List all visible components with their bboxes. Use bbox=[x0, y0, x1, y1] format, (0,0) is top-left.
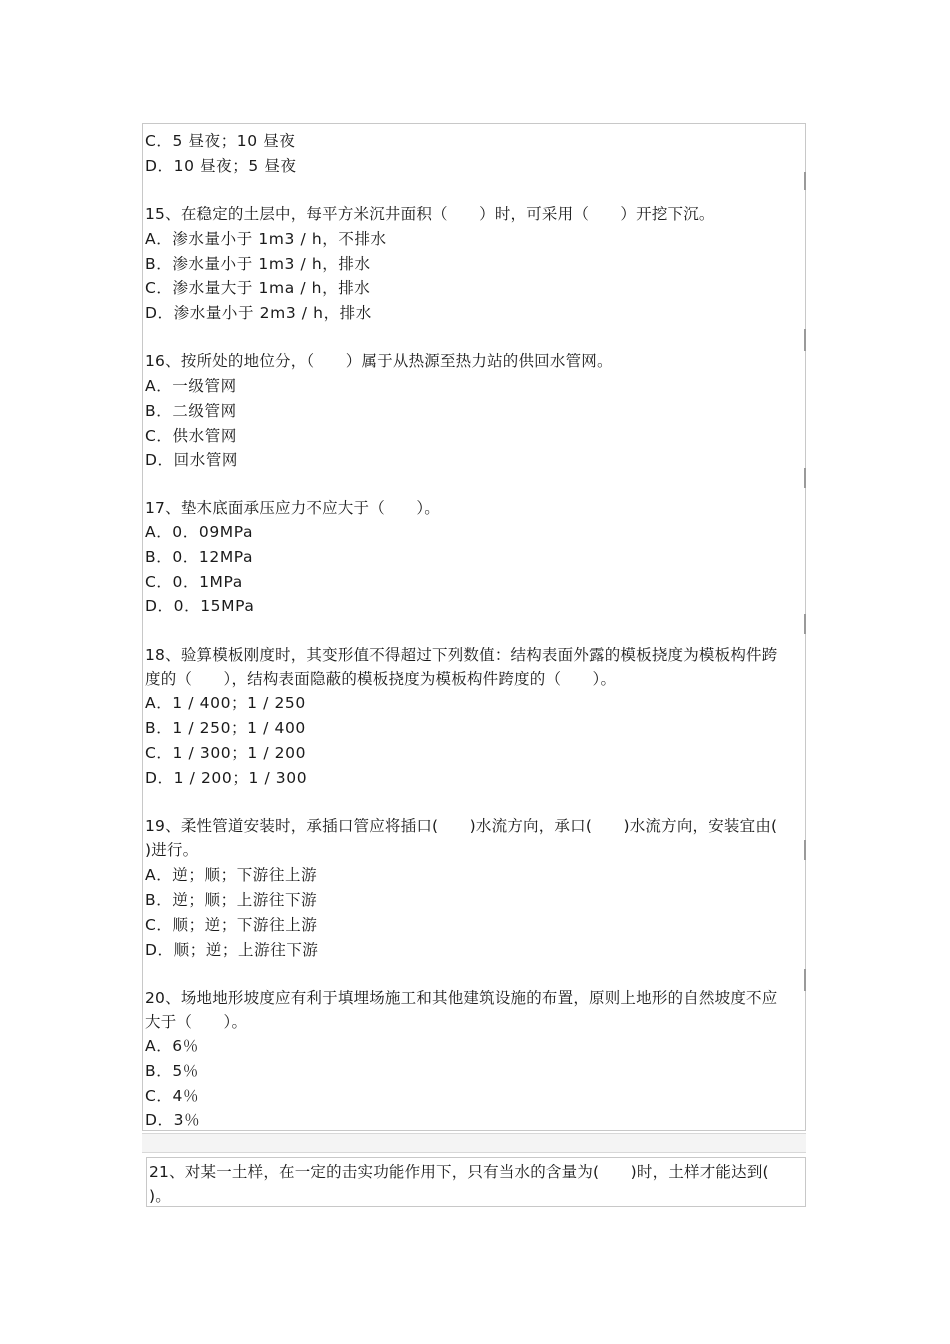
option-q15-a: A．渗水量小于 1m3 / h，不排水 bbox=[145, 230, 387, 248]
option-q16-b: B．二级管网 bbox=[145, 402, 237, 420]
option-q18-b: B．1 / 250；1 / 400 bbox=[145, 719, 306, 737]
edge-mark bbox=[804, 614, 806, 634]
option-q19-b: B．逆；顺；上游往下游 bbox=[145, 891, 318, 909]
question-20-stem-line1: 20、场地地形坡度应有利于填埋场施工和其他建筑设施的布置，原则上地形的自然坡度不应 bbox=[145, 989, 778, 1007]
option-q18-a: A．1 / 400；1 / 250 bbox=[145, 694, 306, 712]
option-q17-a: A．0．09MPa bbox=[145, 523, 254, 541]
question-19-stem-line1: 19、柔性管道安装时，承插口管应将插口( )水流方向，承口( )水流方向，安装宜由( bbox=[145, 817, 778, 835]
edge-mark bbox=[804, 329, 806, 351]
option-q14-c: C．5 昼夜；10 昼夜 bbox=[145, 132, 296, 150]
edge-mark bbox=[804, 969, 806, 991]
question-21-stem-line2: )。 bbox=[149, 1187, 171, 1205]
option-q15-d: D．渗水量小于 2m3 / h，排水 bbox=[145, 304, 372, 322]
option-q17-d: D．0．15MPa bbox=[145, 597, 255, 615]
option-q18-d: D．1 / 200；1 / 300 bbox=[145, 769, 308, 787]
page-divider bbox=[142, 1133, 806, 1153]
question-17-stem: 17、垫木底面承压应力不应大于（ ）。 bbox=[145, 499, 440, 517]
option-q16-a: A．一级管网 bbox=[145, 377, 237, 395]
question-19-stem-line2: )进行。 bbox=[145, 841, 199, 859]
option-q14-d: D．10 昼夜；5 昼夜 bbox=[145, 157, 297, 175]
question-18-stem-line2: 度的（ ），结构表面隐蔽的模板挠度为模板构件跨度的（ ）。 bbox=[145, 670, 617, 688]
option-q15-c: C．渗水量大于 1ma / h，排水 bbox=[145, 279, 371, 297]
question-18-stem-line1: 18、验算模板刚度时，其变形值不得超过下列数值：结构表面外露的模板挠度为模板构件跨 bbox=[145, 646, 778, 664]
option-q20-b: B．5％ bbox=[145, 1062, 199, 1080]
option-q16-d: D．回水管网 bbox=[145, 451, 239, 469]
edge-mark bbox=[804, 172, 806, 190]
question-16-stem: 16、按所处的地位分，（ ）属于从热源至热力站的供回水管网。 bbox=[145, 352, 613, 370]
option-q18-c: C．1 / 300；1 / 200 bbox=[145, 744, 307, 762]
option-q17-c: C．0．1MPa bbox=[145, 573, 243, 591]
option-q20-a: A．6％ bbox=[145, 1037, 199, 1055]
option-q19-c: C．顺；逆；下游往上游 bbox=[145, 916, 318, 934]
option-q19-d: D．顺；逆；上游往下游 bbox=[145, 941, 319, 959]
option-q15-b: B．渗水量小于 1m3 / h，排水 bbox=[145, 255, 371, 273]
option-q16-c: C．供水管网 bbox=[145, 427, 237, 445]
edge-mark bbox=[804, 468, 806, 488]
option-q20-c: C．4％ bbox=[145, 1087, 200, 1105]
option-q17-b: B．0．12MPa bbox=[145, 548, 254, 566]
edge-mark bbox=[804, 840, 806, 860]
option-q20-d: D．3％ bbox=[145, 1111, 201, 1129]
option-q19-a: A．逆；顺；下游往上游 bbox=[145, 866, 318, 884]
question-15-stem: 15、在稳定的土层中，每平方米沉井面积（ ）时，可采用（ ）开挖下沉。 bbox=[145, 205, 715, 223]
question-21-stem-line1: 21、对某一土样，在一定的击实功能作用下，只有当水的含量为( )时，土样才能达到( bbox=[149, 1163, 769, 1181]
question-20-stem-line2: 大于（ ）。 bbox=[145, 1013, 248, 1031]
